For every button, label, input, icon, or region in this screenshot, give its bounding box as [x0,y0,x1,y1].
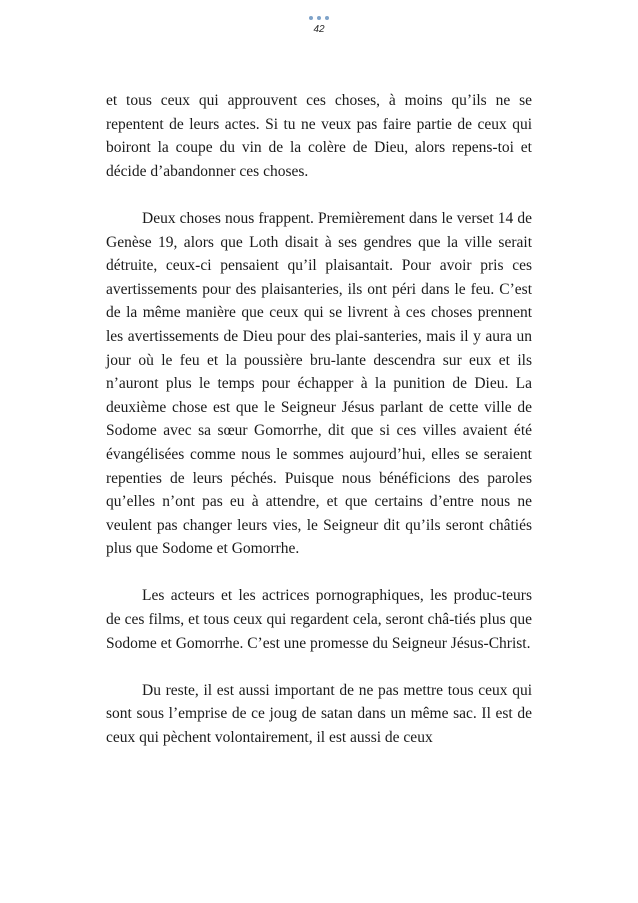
page-number: 42 [313,24,325,35]
paragraph-continuation: et tous ceux qui approuvent ces choses, à moins qu’ils ne se repentent de leurs actes. Si tu ne veux pas faire partie de ceux qui boiront la coupe du vin de la colère de Dieu, alors repens-toi et décide d’abandonner ces choses. [106,92,532,180]
ornament-dots-icon [0,14,638,22]
paragraph-two-things: Deux choses nous frappent. Premièrement dans le verset 14 de Genèse 19, alors que Loth disait à ses gendres que la ville serait détruite, ceux-ci pensaient qu’il plaisantait. Pour avoir pris ces avertissements pour des plaisanteries, ils ont péri dans le feu. C’est de la même manière que ceux qui se livrent à ces choses prennent les avertissements de Dieu pour des plai-santeries, mais il y aura un jour où le feu et la poussière bru-lante descendra sur eux et ils n’auront plus le temps pour échapper à la punition de Dieu. La deuxième chose est que le Seigneur Jésus parlant de cette ville de Sodome avec sa sœur Gomorrhe, dit que si ces villes avaient été évangélisées comme nous le sommes aujourd’hui, elles se seraient repenties de leurs péchés. Puisque nous bénéficions des paroles qu’elles n’ont pas eu à attendre, et que certains d’entre nous ne veulent pas changer leurs vies, le Seigneur dit qu’ils seront châtiés plus que Sodome et Gomorrhe. [106,209,532,558]
page-body [106,89,532,773]
page-header [0,14,638,35]
paragraph-actors: Les acteurs et les actrices pornographiques, les produc-teurs de ces films, et tous ceux qui regardent cela, seront châ-tiés plus que Sodome et Gomorrhe. C’est une promesse du Seigneur Jésus-Christ. [106,587,532,652]
paragraph-du-reste: Du reste, il est aussi important de ne pas mettre tous ceux qui sont sous l’emprise de ce joug de satan dans un même sac. Il est de ceux qui pèchent volontairement, il est aussi de ceux [106,681,532,747]
